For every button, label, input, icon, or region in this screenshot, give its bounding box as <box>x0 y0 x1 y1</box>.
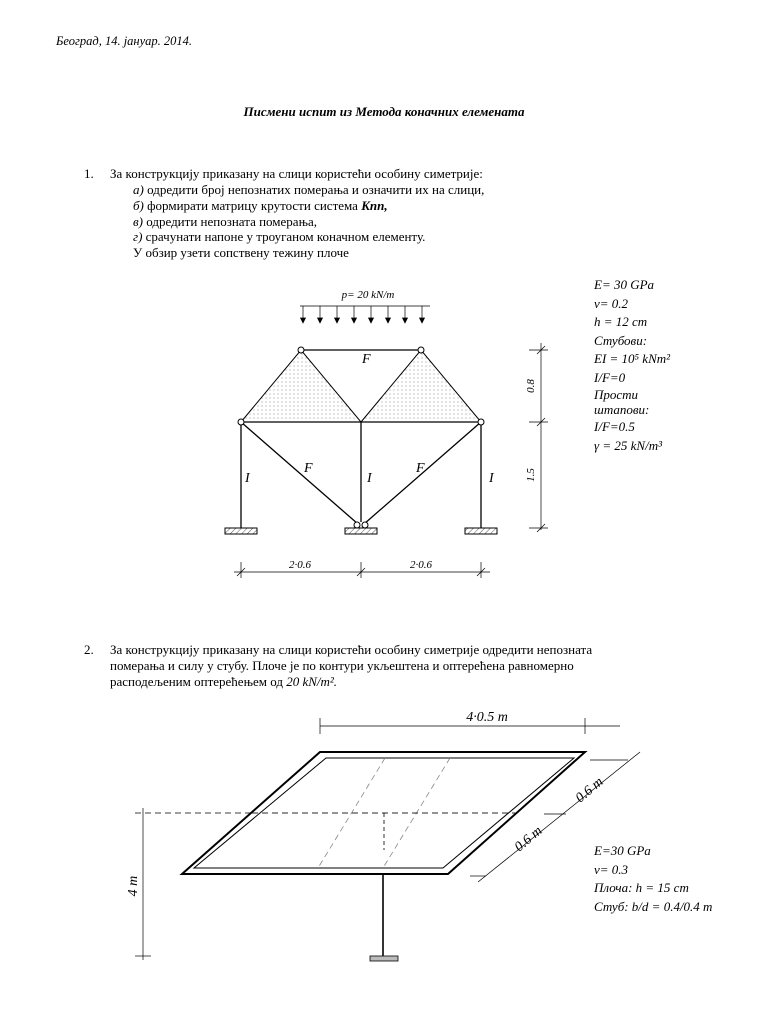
label-I-mid: I <box>367 471 372 486</box>
item-text: одредити број непознатих померања и означити их на слици, <box>147 182 485 197</box>
item-text: одредити непозната померања, <box>146 214 317 229</box>
plate-figure <box>0 690 768 1024</box>
horizontal-dimension <box>234 562 490 578</box>
label-F-left: F <box>304 461 313 476</box>
line-text: расподељеним оптерећењем од <box>110 674 287 689</box>
page-title: Писмени испит из Метода коначних елемената <box>243 104 525 119</box>
param-line: Прости <box>594 387 639 402</box>
load-arrows <box>301 306 425 323</box>
dim-top: 4·0.5 m <box>466 710 508 725</box>
problem1-intro: За конструкцију приказану на слици користећи особину симетрије: <box>110 166 483 181</box>
load-value: 20 kN/m². <box>286 674 338 689</box>
problem1-number: 1. <box>84 166 94 181</box>
dim-height-lower: 1.5 <box>525 468 537 482</box>
vertical-dimension <box>529 343 548 532</box>
item-prefix: в) <box>133 214 143 229</box>
param-line: γ = 25 kN/m³ <box>594 437 662 453</box>
label-F-right: F <box>416 461 425 476</box>
dim-height: 4 m <box>126 875 141 897</box>
item-prefix: а) <box>133 182 144 197</box>
load-label: p= 20 kN/m <box>341 289 395 301</box>
label-I-right: I <box>489 471 494 486</box>
param-line: штапови: <box>594 402 650 417</box>
param-line: h = 12 cm <box>594 314 648 329</box>
item-prefix: г) <box>133 229 143 244</box>
problem2-line-2: померања и силу у стубу. Плоче је по контури укљештена и оптерећена равномерно <box>110 658 574 673</box>
param-line: E= 30 GPa <box>594 277 655 292</box>
stiffness-matrix-symbol: Knn, <box>361 198 388 213</box>
label-F-top: F <box>362 352 371 367</box>
param-line: Плоча: h = 15 cm <box>594 880 689 895</box>
param-line: E=30 GPa <box>594 843 651 858</box>
dim-width-left: 2·0.6 <box>289 559 311 571</box>
param-line: EI = 10⁵ kNm² <box>594 351 671 366</box>
label-I-left: I <box>245 471 250 486</box>
param-line: ν= 0.3 <box>594 861 629 877</box>
param-line: ν= 0.2 <box>594 295 629 311</box>
param-line: I/F=0.5 <box>594 419 635 434</box>
problem2-line-1: За конструкцију приказану на слици користећи особину симетрије одредити непозната <box>110 642 593 657</box>
exam-date: Београд, 14. јануар. 2014. <box>56 34 193 48</box>
problem1-note: У обзир узети сопствену тежину плоче <box>133 245 349 260</box>
item-text: срачунати напоне у троуганом коначном елементу. <box>145 229 426 244</box>
dim-height-upper: 0.8 <box>525 379 537 393</box>
problem2-number: 2. <box>84 642 94 657</box>
item-prefix: б) <box>133 198 144 213</box>
item-text: формирати матрицу крутости система <box>147 198 358 213</box>
dim-side-lower: 0.6 m <box>512 823 546 856</box>
param-line: I/F=0 <box>594 369 626 385</box>
dim-side-upper: 0.6 m <box>573 774 607 807</box>
dim-width-right: 2·0.6 <box>410 559 432 571</box>
problem2-line-3 <box>110 674 337 690</box>
param-line: Стубови: <box>594 332 648 348</box>
param-line: Стуб: b/d = 0.4/0.4 m <box>594 898 713 914</box>
